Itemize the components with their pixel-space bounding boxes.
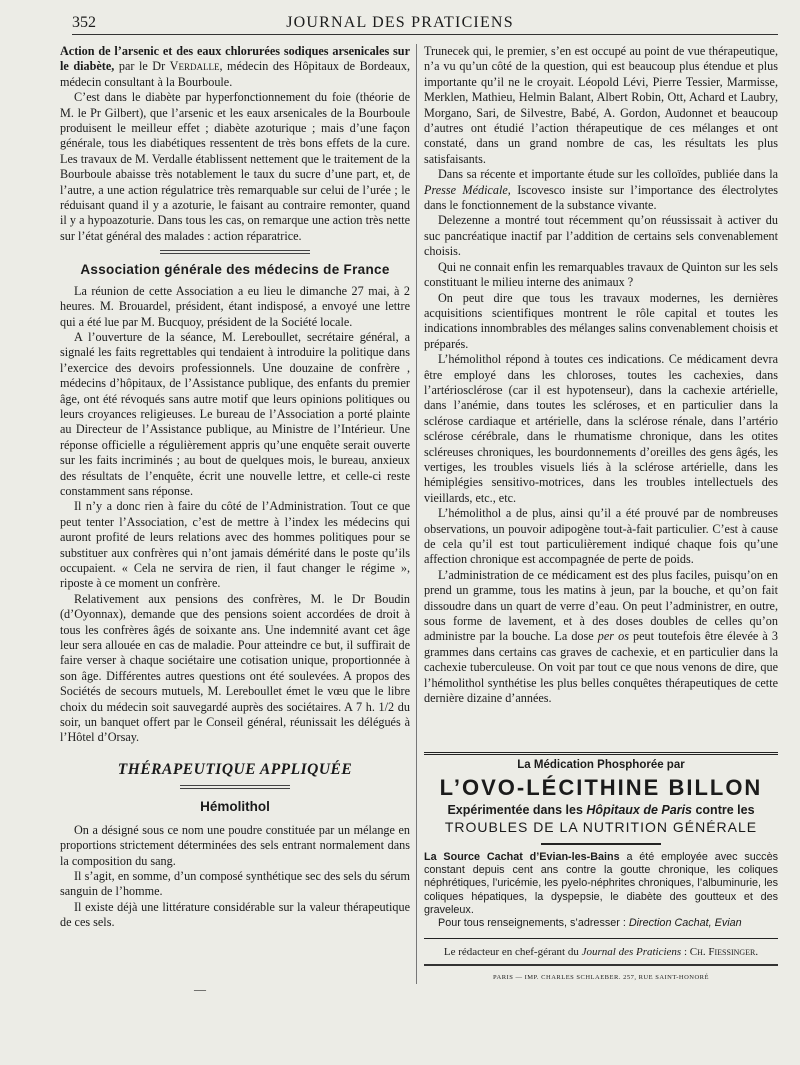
page-header	[0, 10, 800, 34]
editor-line	[424, 946, 778, 958]
ad-line-3	[424, 803, 778, 817]
author-affiliation: , médecin des Hôpitaux de Bordeaux, médecin consultant à la Bourboule.	[60, 59, 411, 89]
hemolithol-heading: Hémolithol	[200, 799, 270, 815]
editor-journal: Journal des Praticiens	[581, 946, 682, 958]
association-heading: Association générale des médecins de France	[80, 262, 390, 278]
journal-title: JOURNAL DES PRATICIENS	[286, 14, 514, 31]
p8-text-b: peut toutefois être élevée à 3 grammes dans certains cas graves de cachexie, et en particulier dans la cachexie tuberculeuse. On voit par tout ce que nous venons de dire, que l’hémolithol synthétise les plus belles conquêtes thérapeutiques de cette dernière dizaine d’années.	[424, 629, 778, 706]
left-column	[60, 44, 410, 931]
p8-italic: per os	[597, 629, 629, 644]
association-paragraph-2: A l’ouverture de la séance, M. Lereboullet, secrétaire général, a signalé les faits regrettables qui tendaient à introduire la politique dans l’exercice des devoirs professionnels. Une douzaine de confrère , médecins d’hôpitaux, de l’Assistance publique, des enfants du premier âge, ont été révoqués sans autre motif que leurs opinions politiques ou leurs croyances religieuses. Le bureau de l’Association a porté plainte au Directeur de l’Assistance publique, au Ministre de l’Intérieur. Une réponse officielle a régulièrement appris qu’une enquête serait ouverte sur les faits incriminés ; au bout de quelques mois, le bureau, anxieux des résultats de l’enquête, écrit une nouvelle lettre, et celle-ci reste constamment sans réponse.	[60, 329, 410, 498]
ad-body-2-text: Pour tous renseignements, s’adresser :	[438, 917, 629, 930]
rubric-separator	[180, 785, 290, 789]
right-paragraph-2	[424, 167, 778, 213]
ad-source-name: La Source Cachat d’Evian-les-Bains	[424, 851, 620, 863]
association-paragraph-1: La réunion de cette Association a eu lieu le dimanche 27 mai, à 2 heures. M. Brouardel, président, étant indisposé, a envoyé une lettre qui a été lue par M. Bucquoy, président de la Société locale.	[60, 283, 410, 329]
page-number: 352	[72, 14, 96, 31]
ad-body-1	[424, 851, 778, 917]
article-arsenic-intro	[60, 44, 410, 90]
right-paragraph-3: Delezenne a montré tout récemment qu’on réussissait à activer du suc pancréatique inactif par l’addition de certains sels convenablement choisis.	[424, 213, 778, 259]
section-separator	[160, 250, 310, 254]
author-prefix: par le Dr	[118, 59, 170, 74]
author-name: Verdalle	[169, 59, 220, 74]
right-paragraph-7: L’hémolithol a de plus, ainsi qu’il a été prouvé par de nombreuses observations, un pouvoir adipogène tout-à-fait particulier. C’est à cause de cela qu’il est tout particulièrement indiqué chaque fois qu’une affection chronique est accompagnée de perte de poids.	[424, 506, 778, 567]
p8-text-a: L’administration de ce médicament est des plus faciles, puisqu’on en prend un gramme, tous les matins à jeun, par la bouche, et qu’on fait dissoudre dans un quart de verre d’eau. On peut l’administrer, en outre, sous forme de lavement, et à des doses doubles de celles qu’on administre par la bouche. La dose	[424, 567, 778, 644]
ad-body-1-text: a été employée avec succès constant depuis cent ans contre la goutte chronique, les coliques néphrétiques, l’uricémie, les pyelo-néphrites chroniques, l’albuminurie, les coliques hépatiques, la dyspepsie, le diabète des goutteux et des graveleux.	[424, 851, 778, 916]
p2-text-b: , Iscovesco insiste sur l’importance des électrolytes dans le fonctionnement de la substance vivante.	[424, 182, 778, 213]
header-rule	[72, 34, 778, 35]
p2-italic: Presse Médicale	[424, 182, 508, 197]
ad-line-3-b: contre les	[692, 803, 755, 817]
ad-contact: Direction Cachat, Evian	[628, 917, 742, 930]
footer-rule	[424, 964, 778, 966]
right-paragraph-8	[424, 568, 778, 707]
advertisement-block	[424, 752, 778, 939]
hemolithol-paragraph-1: On a désigné sous ce nom une poudre constituée par un mélange en proportions strictement déterminées des sels entrant normalement dans la composition du sang.	[60, 822, 410, 868]
right-paragraph-1: Trunecek qui, le premier, s’en est occupé au point de vue thérapeutique, n’a vu qu’un côté de la question, qui est beaucoup plus étendue et plus importante qu’il ne le croyait. Léopold Lévi, Pierre Tessier, Marmisse, Merklen, Mathieu, Helmin Balant, Albert Robin, Ott, Achard et Laubry, Morgano, Sari, de Silvestre, Babé, A. Gordon, Audonnet et beaucoup d’autres ont étudié l’action thérapeutique de ces mélanges et ont constaté, dans un grand nombre de cas, les résultats les plus satisfaisants.	[424, 44, 778, 166]
ad-line-3-italic: Hôpitaux de Paris	[586, 803, 692, 817]
ad-line-1: La Médication Phosphorée par	[517, 759, 685, 771]
right-column	[424, 44, 778, 706]
ad-rule	[541, 843, 661, 845]
right-paragraph-6: L’hémolithol répond à toutes ces indications. Ce médicament devra être employé dans les chloroses, toutes les cachexies, dans l’artériosclérose (car il est hypotenseur), dans la cachexie artérielle, dans l’anémie, dans toutes les scléroses, et en particulier dans la sclérose cardiaque et artérielle, dans la sclérose rénale, dans l’artério sclérose cérébrale, dans le rhumatisme chronique, dans les otites scléreuses chroniques, les bourdonnements d’oreilles des gens âgés, les vertiges, les troubles visuels liés à la sclérose artérielle, dans les hémiplégies sensitivo-motrices, dans les troubles intellectuels des vieillards, etc., etc.	[424, 352, 778, 505]
right-paragraph-4: Qui ne connait enfin les remarquables travaux de Quinton sur les sels constituant le milieu interne des animaux ?	[424, 259, 778, 290]
hemolithol-paragraph-2: Il s’agit, en somme, d’un composé synthétique sec des sels du sérum sanguin de l’homme.	[60, 868, 410, 899]
p2-text-a: Dans sa récente et importante étude sur les colloïdes, publiée dans la	[438, 167, 778, 182]
ad-line-3-a: Expérimentée dans les	[447, 803, 587, 817]
continuation-mark: —	[194, 982, 206, 996]
right-paragraph-5: On peut dire que tous les travaux modernes, les dernières acquisitions scientifiques montrent le rôle capital et toutes les indications innombrables des mélanges salins convenablement choisis et préparés.	[424, 290, 778, 351]
association-paragraph-3: Il n’y a donc rien à faire du côté de l’Administration. Tout ce que peut tenter l’Association, c’est de mettre à l’index les médecins qui auront profité de leurs relations avec des hommes politiques pour se substituer aux confrères qui n’ont jamais démérité dans le poste qu’ils occupaient. « Cela ne servira de rien, il faut changer le régime », riposte à ce moment un confrère.	[60, 499, 410, 591]
editor-name: : Ch. Fiessinger.	[681, 946, 759, 958]
rubric-heading: THÉRAPEUTIQUE APPLIQUÉE	[117, 760, 353, 778]
ad-product-name: L’OVO-LÉCITHINE BILLON	[439, 775, 763, 800]
editor-line-a: Le rédacteur en chef-gérant du	[443, 946, 582, 958]
article-arsenic-title: Action de l’arsenic et des eaux chlorurées sodiques arsenicales sur le diabète,	[60, 44, 410, 74]
column-divider	[416, 44, 417, 984]
article-arsenic-body: C’est dans le diabète par hyperfonctionnement du foie (théorie de M. le Pr Gilbert), que l’arsenic et les eaux arsenicales de la Bourboule produisent le meilleur effet ; diabète azoturique ; mais d’une façon générale, tous les diabétiques ressentent de très bons effets de la cure. Les travaux de M. Verdalle établissent nettement que le traitement de la Bourboule abaisse très notablement le taux du sucre d’une part, et, de l’autre, a une action régulatrice très remarquable sur celui de l’urée ; le réduisant quand il y a azoturie, le faisant au contraire remonter, quand il y a hypoazoturie. Dans tous les cas, on remarque une action très nette sur l’état général des malades : action réparatrice.	[60, 90, 410, 243]
ad-line-4: TROUBLES DE LA NUTRITION GÉNÉRALE	[444, 819, 758, 835]
hemolithol-paragraph-3: Il existe déjà une littérature considérable sur la valeur thérapeutique de ces sels.	[60, 899, 410, 930]
ad-body-2	[424, 917, 778, 930]
printer-line: PARIS — IMP. CHARLES SCHLAEBER. 257, RUE SAINT-HONORÉ	[493, 974, 709, 981]
ad-body	[424, 851, 778, 930]
association-paragraph-4: Relativement aux pensions des confrères, M. le Dr Boudin (d’Oyonnax), demande que des pensions soient accordées de droit à tous les confrères âgés de soixante ans. Une indemnité avant cet âge leur sera allouée en cas de maladie. Pour atteindre ce but, il suffirait de faire verser à chaque sociétaire une cotisation unique, proportionnée à son âge. Différentes autres questions ont été soulevées. A propos des Sociétés de secours mutuels, M. Lereboullet émet le vœu que le libre choix du médecin soit sauvegardé auprès des sociétaires. A 7 h. 1/2 du soir, un banquet offert par le Conseil général, réunissait les délégués à l’Hôtel d’Orsay.	[60, 591, 410, 745]
